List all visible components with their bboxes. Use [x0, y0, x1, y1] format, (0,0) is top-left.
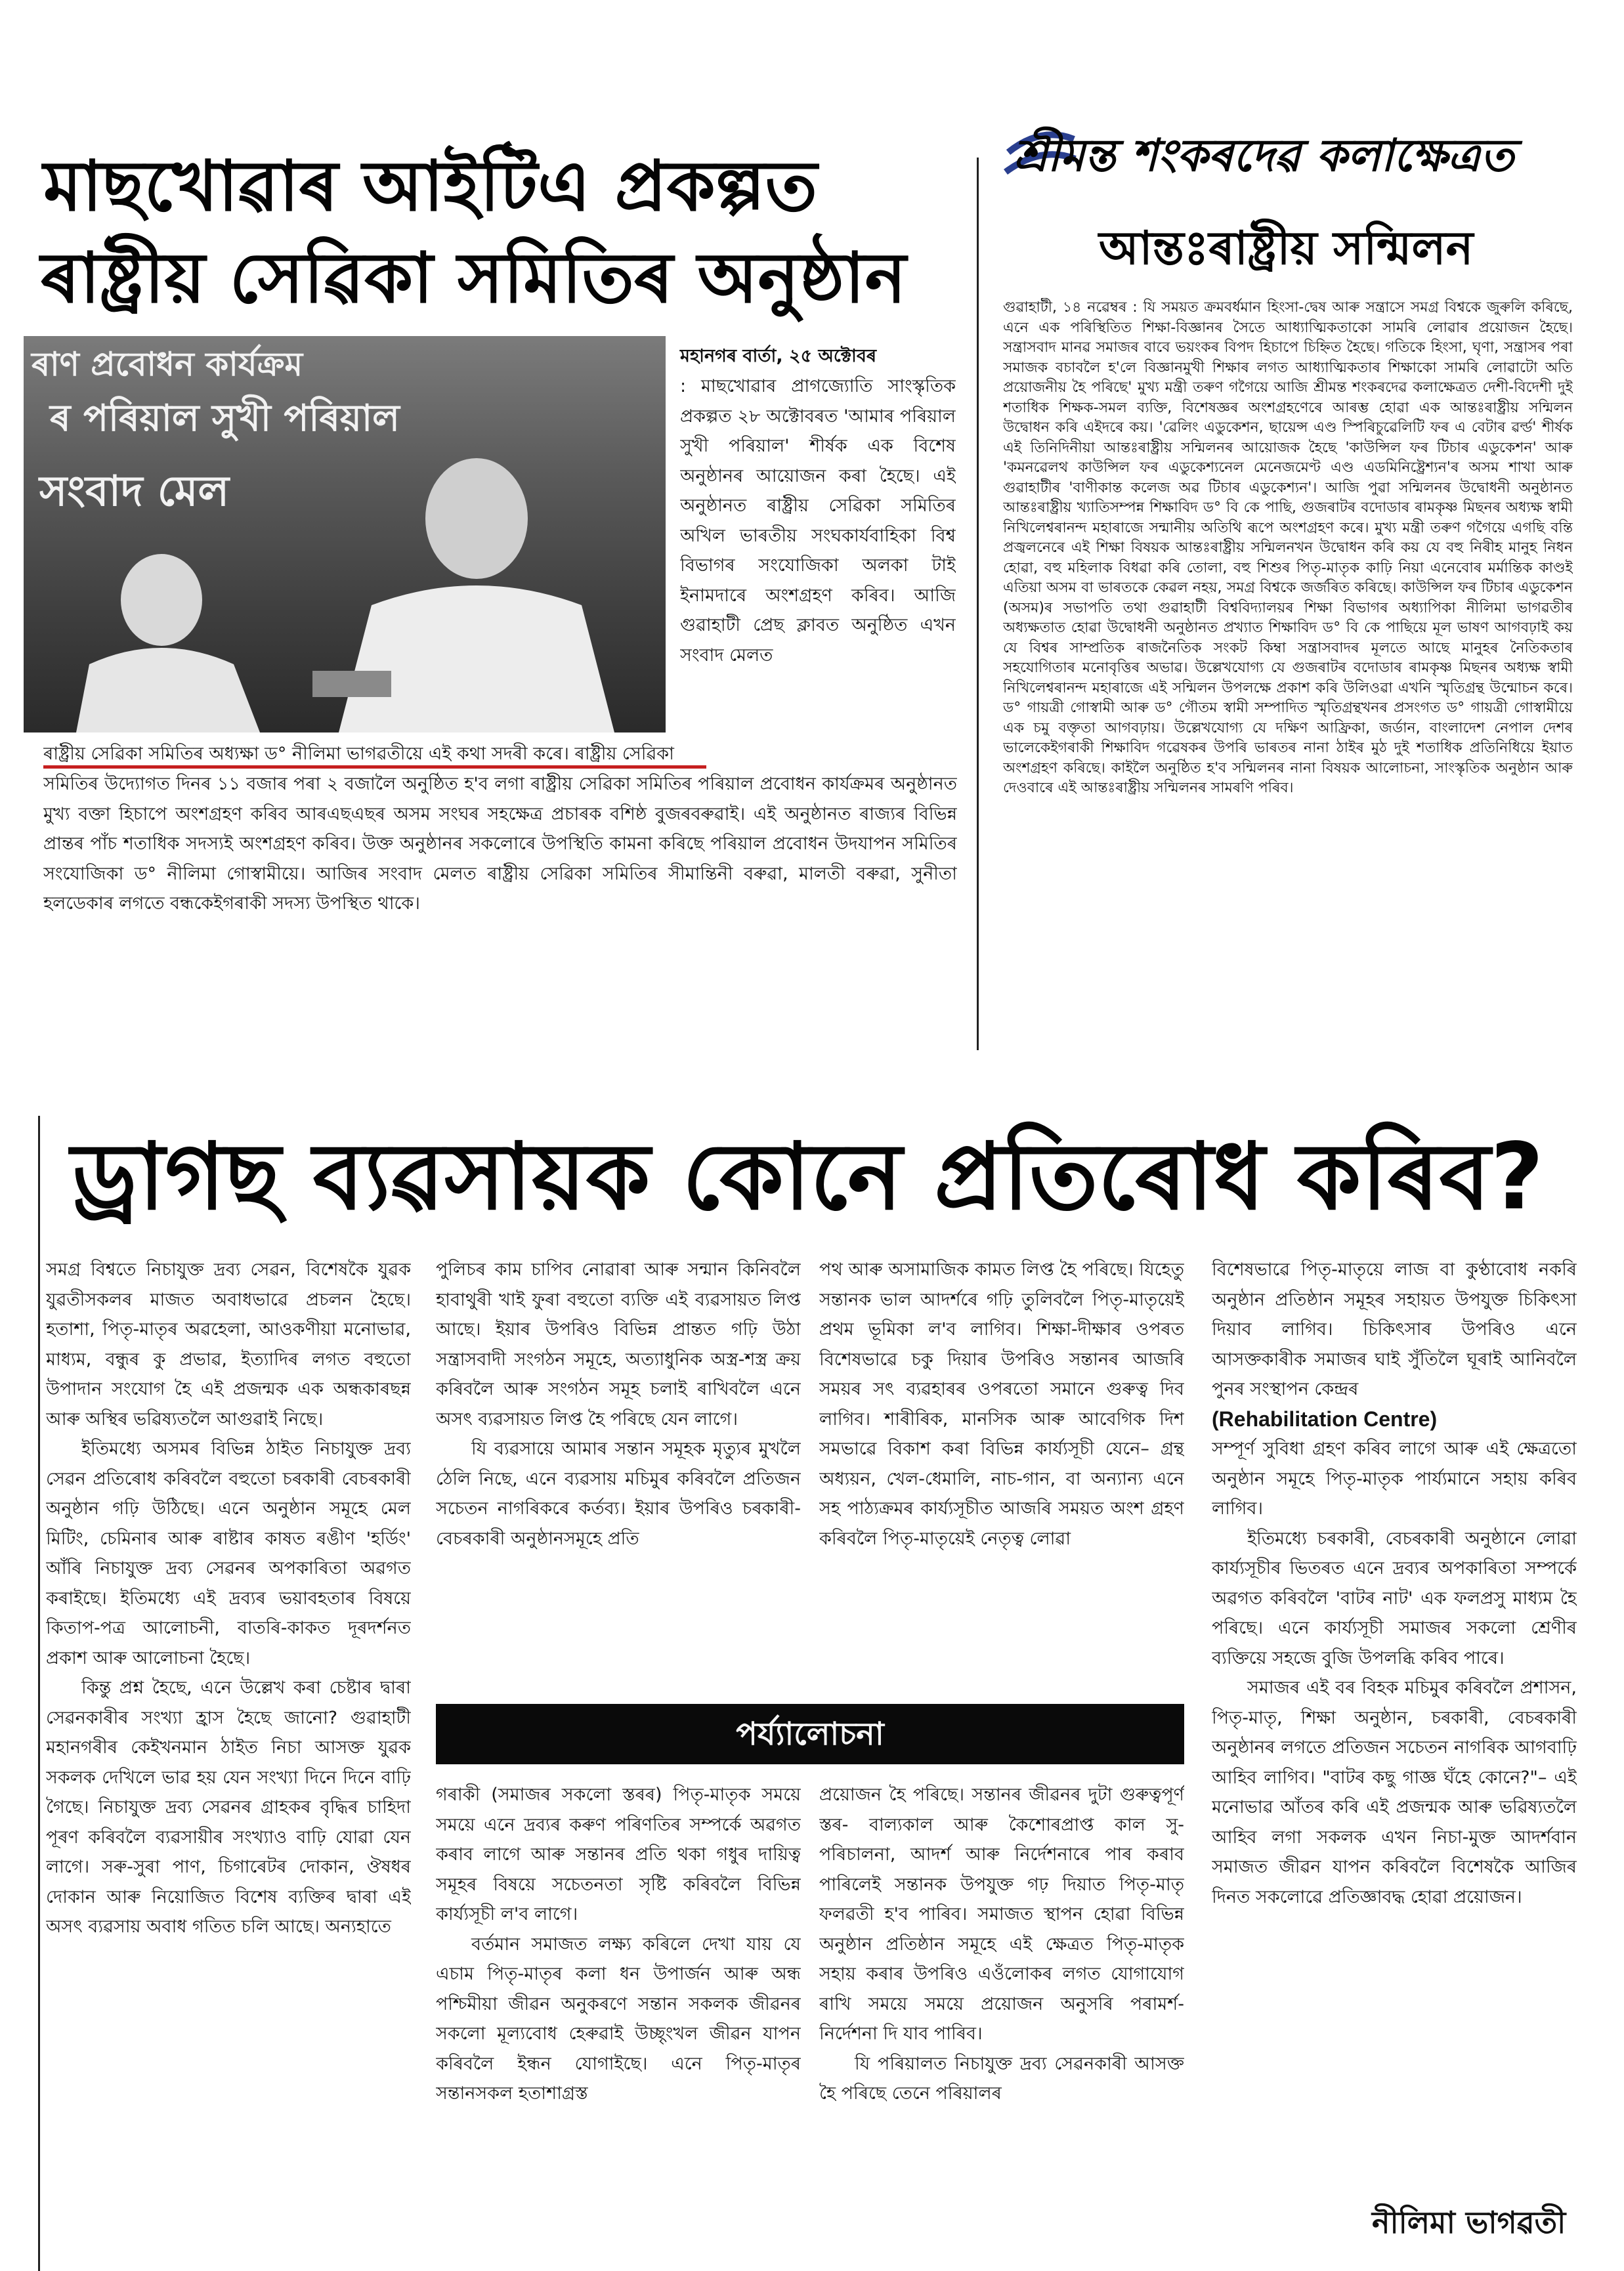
article3-column-3-top: পথ আৰু অসামাজিক কামত লিপ্ত হৈ পৰিছে। যিহেতু সন্তানক ভাল আদৰ্শৰে গঢ়ি তুলিবলৈ পিতৃ-মাতৃয়েই প্ৰথম ভূমিকা ল'ব লাগিব। শিক্ষা-দীক্ষাৰ ওপৰত বিশেষভাৱে চকু দিয়াৰ উপৰিও সন্তানৰ আজৰি সময়ৰ সৎ ব্যৱহাৰৰ ওপৰতো সমানে গুৰুত্ব দিব লাগিব। শাৰীৰিক, মানসিক আৰু আবেগিক দিশ সমভাৱে বিকাশ কৰা বিভিন্ন কাৰ্য্যসূচী যেনে– গ্ৰন্থ অধ্যয়ন, খেল-ধেমালি, নাচ-গান, বা অন্যান্য এনে সহ পাঠ্যক্ৰমৰ কাৰ্য্যসূচীত আজৰি সময়ত অংশ গ্ৰহণ কৰিবলৈ পিতৃ-মাতৃয়েই নেতৃত্ব লোৱা	[819, 1260, 1184, 1549]
photo-banner-line3: সংবাদ মেল	[39, 467, 230, 516]
article1-headline-line2: ৰাষ্ট্ৰীয় সেৱিকা সমিতিৰ অনুষ্ঠান	[41, 238, 907, 318]
article3-column-1: সমগ্ৰ বিশ্বতে নিচাযুক্ত দ্ৰব্য সেৱন, বিশেষকৈ যুৱক যুৱতীসকলৰ মাজত অবাধভাৱে প্ৰচলন হৈছে। হতাশা, পিতৃ-মাতৃৰ অৱহেলা, আওকণীয়া মনোভাৱ, মাধ্যম, বন্ধুৰ কু প্ৰভাৱ, ইত্যাদিৰ লগত বহুতো উপাদান সংযোগ হৈ এই প্ৰজন্মক এক অন্ধকাৰছন্ন আৰু অস্থিৰ ভৱিষ্যতলৈ আগুৱাই নিছে। ইতিমধ্যে অসমৰ বিভিন্ন ঠাইত নিচাযুক্ত দ্ৰব্য সেৱন প্ৰতিৰোধ কৰিবলৈ বহুতো চৰকাৰী বেচৰকাৰী অনুষ্ঠান গঢ়ি উঠিছে। এনে অনুষ্ঠান সমূহে মেল মিটিং, চেমিনাৰ আৰু ৰাষ্টাৰ কাষত ৰঙীণ 'হৰ্ডিং' আঁৰি নিচাযুক্ত দ্ৰব্য সেৱনৰ অপকাৰিতা অৱগত কৰাইছে। ইতিমধ্যে এই দ্ৰব্যৰ ভয়াবহতাৰ বিষয়ে কিতাপ-পত্ৰ আলোচনী, বাতৰি-কাকত দূৰদৰ্শনত প্ৰকাশ আৰু আলোচনা হৈছে। কিন্তু প্ৰশ্ন হৈছে, এনে উল্লেখ কৰা চেষ্টাৰ দ্বাৰা সেৱনকাৰীৰ সংখ্যা হ্ৰাস হৈছে জানো? গুৱাহাটী মহানগৰীৰ কেইখনমান ঠাইত নিচা আসক্ত যুৱক সকলক দেখিলে ভাৱ হয় যেন সংখ্যা দিনে দিনে বাঢ়ি গৈছে। নিচাযুক্ত দ্ৰব্য সেৱনৰ গ্ৰাহকৰ বৃদ্ধিৰ চাহিদা পূৰণ কৰিবলৈ ব্যৱসায়ীৰ সংখ্যাও বাঢ়ি যোৱা যেন লাগে। সৰু-সুৰা পাণ, চিগাৰেটৰ দোকান, ঔষধৰ দোকান আৰু নিয়োজিত বিশেষ ব্যক্তিৰ দ্বাৰা এই অসৎ ব্যৱসায় অবাধ গতিত চলি আছে। অন্যহাতে	[46, 1260, 411, 1937]
caption-underline	[43, 765, 706, 769]
article3-column-2-bottom: গৰাকী (সমাজৰ সকলো স্তৰৰ) পিতৃ-মাতৃক সময়ে সময়ে এনে দ্ৰব্যৰ কৰুণ পৰিণতিৰ সম্পৰ্কে অৱগত কৰাব লাগে আৰু সন্তানৰ প্ৰতি থকা গধুৰ দায়িত্ব সমূহৰ বিষয়ে সচেতনতা সৃষ্টি কৰিবলৈ বিভিন্ন কাৰ্য্যসূচী ল'ব লাগে। বৰ্তমান সমাজত লক্ষ্য কৰিলে দেখা যায় যে এচাম পিতৃ-মাতৃৰ কলা ধন উপাৰ্জন আৰু অন্ধ পশ্চিমীয়া জীৱন অনুকৰণে সন্তান সকলক জীৱনৰ সকলো মূল্যবোধ হেৰুৱাই উচ্ছৃংখল জীৱন যাপন কৰিবলৈ ইন্ধন যোগাইছে। এনে পিতৃ-মাতৃৰ সন্তানসকল হতাশাগ্ৰস্ত	[436, 1785, 801, 2104]
photo-person-right	[312, 454, 628, 732]
article1-caption: ৰাষ্ট্ৰীয় সেৱিকা সমিতিৰ অধ্যক্ষা ড° নীলিমা ভাগৱতীয়ে এই কথা সদৰী কৰে। ৰাষ্ট্ৰীয় সেৱিকা	[43, 744, 674, 764]
col4-text-a: বিশেষভাৱে পিতৃ-মাতৃয়ে লাজ বা কুণ্ঠাবোধ নকৰি অনুষ্ঠান প্ৰতিষ্ঠান সমূহৰ সহায়ত উপযুক্ত চিকিৎসা দিয়াব লাগিব। চিকিৎসাৰ উপৰিও এনে আসক্তকাৰীক সমাজৰ ঘাই সুঁতিলৈ ঘূৰাই আনিবলৈ পুনৰ সংস্থাপন কেন্দ্ৰৰ	[1212, 1260, 1577, 1399]
article1-side-text: : মাছখোৱাৰ প্ৰাগজ্যোতি সাংস্কৃতিক প্ৰকল্পত ২৮ অক্টোবৰত 'আমাৰ পৰিয়াল সুখী পৰিয়াল' শীৰ্ষক এক বিশেষ অনুষ্ঠানৰ আয়োজন কৰা হৈছে। এই অনুষ্ঠানত ৰাষ্ট্ৰীয় সেৱিকা সমিতিৰ অখিল ভাৰতীয় সংঘকাৰ্যবাহিকা বিশ্ব বিভাগৰ সংযোজিকা অলকা টাই ইনামদাৰে অংশগ্ৰহণ কৰিব। আজি গুৱাহাটী প্ৰেছ ক্লাবত অনুষ্ঠিত এখন সংবাদ মেলত	[680, 376, 956, 666]
photo-banner-line1: ৰাণ প্ৰবোধন কাৰ্যক্ৰম	[32, 345, 303, 383]
column-divider	[977, 158, 979, 1050]
article1-headline-line1: মাছখোৱাৰ আইটিএ প্ৰকল্পত	[43, 146, 818, 226]
rehabilitation-centre-term: (Rehabilitation Centre)	[1212, 1407, 1438, 1431]
author-byline: নীলিমা ভাগৱতী	[1372, 2205, 1566, 2240]
article3-headline: ড্ৰাগছ ব্যৱসায়ক কোনে প্ৰতিৰোধ কৰিব?	[71, 1124, 1544, 1231]
article3-column-3-bottom: প্ৰয়োজন হৈ পৰিছে। সন্তানৰ জীৱনৰ দুটা গুৰুত্বপূৰ্ণ স্তৰ- বাল্যকাল আৰু কৈশোৰপ্ৰাপ্ত কাল সু-পৰিচালনা, আদৰ্শ আৰু নিৰ্দেশনাৰে পাৰ কৰাব পাৰিলেই সন্তানক উপযুক্ত গঢ় দিয়াত পিতৃ-মাতৃ ফলৱতী হ'ব পাৰিব। সমাজত স্থাপন হোৱা বিভিন্ন অনুষ্ঠান প্ৰতিষ্ঠান সমূহে এই ক্ষেত্ৰত পিতৃ-মাতৃক সহায় কৰাৰ উপৰিও এওঁলোকৰ লগত যোগাযোগ ৰাখি সময়ে সময়ে প্ৰয়োজন অনুসৰি পৰামৰ্শ-নিৰ্দেশনা দি যাব পাৰিব। যি পৰিয়ালত নিচাযুক্ত দ্ৰব্য সেৱনকাৰী আসক্ত হৈ পৰিছে তেনে পৰিয়ালৰ	[819, 1785, 1184, 2104]
article-kalakshetra-clipping	[1000, 126, 1575, 1074]
article1-body: সমিতিৰ উদ্যোগত দিনৰ ১১ বজাৰ পৰা ২ বজালৈ অনুষ্ঠিত হ'ব লগা ৰাষ্ট্ৰীয় সেৱিকা সমিতিৰ পৰিয়াল প্ৰবোধন কাৰ্যক্ৰমৰ অনুষ্ঠানত মুখ্য বক্তা হিচাপে অংশগ্ৰহণ কৰিব আৰএছএছৰ অসম সংঘৰ সহক্ষেত্ৰ প্ৰচাৰক বশিষ্ঠ বুজৰবৰুৱাই। এই অনুষ্ঠানত ৰাজ্যৰ বিভিন্ন প্ৰান্তৰ পাঁচ শতাধিক সদস্যই অংশগ্ৰহণ কৰিব। উক্ত অনুষ্ঠানৰ সকলোৰে উপস্থিতি কামনা কৰিছে পৰিয়াল প্ৰবোধন উদযাপন সমিতিৰ সংযোজিকা ড° নীলিমা গোস্বামীয়ে। আজিৰ সংবাদ মেলত ৰাষ্ট্ৰীয় সেৱিকা সমিতিৰ সীমান্তিনী বৰুৱা, মালতী বৰুৱা, সুনীতা হলডেকাৰ লগতে বন্ধকেইগৰাকী সদস্য উপস্থিত থাকে।	[43, 774, 957, 914]
article3-column-2-top: পুলিচৰ কাম চাপিব নোৱাৰা আৰু সন্মান কিনিবলৈ হাবাথুৰী খাই ফুৰা বহুতো ব্যক্তি এই ব্যৱসায়ত লিপ্ত আছে। ইয়াৰ উপৰিও বিভিন্ন প্ৰান্তত গঢ়ি উঠা সন্ত্ৰাসবাদী সংগঠন সমূহে, অত্যাধুনিক অস্ত্ৰ-শস্ত্ৰ ক্ৰয় কৰিবলৈ আৰু সংগঠন সমূহ চলাই ৰাখিবলৈ এনে অসৎ ব্যৱসায়ত লিপ্ত হৈ পৰিছে যেন লাগে। যি ব্যৱসায়ে আমাৰ সন্তান সমূহক মৃত্যুৰ মুখলৈ ঠেলি নিছে, এনে ব্যৱসায় মচিমুৰ কৰিবলৈ প্ৰতিজন সচেতন নাগৰিকৰে কৰ্তব্য। ইয়াৰ উপৰিও চৰকাৰী-বেচৰকাৰী অনুষ্ঠানসমূহে প্ৰতি	[436, 1260, 801, 1549]
photo-banner-line2: ৰ পৰিয়াল সুখী পৰিয়াল	[50, 397, 400, 440]
press-photo	[24, 336, 666, 732]
article3-column-4: বিশেষভাৱে পিতৃ-মাতৃয়ে লাজ বা কুণ্ঠাবোধ নকৰি অনুষ্ঠান প্ৰতিষ্ঠান সমূহৰ সহায়ত উপযুক্ত চিকিৎসা দিয়াব লাগিব। চিকিৎসাৰ উপৰিও এনে আসক্তকাৰীক সমাজৰ ঘাই সুঁতিলৈ ঘূৰাই আনিবলৈ পুনৰ সংস্থাপন কেন্দ্ৰৰ (Rehabilitation Centre) সম্পূৰ্ণ সুবিধা গ্ৰহণ কৰিব লাগে আৰু এই ক্ষেত্ৰতো অনুষ্ঠান সমূহে পিতৃ-মাতৃক পাৰ্য্যমানে সহায় কৰিব লাগিব। ইতিমধ্যে চৰকাৰী, বেচৰকাৰী অনুষ্ঠানে লোৱা কাৰ্য্যসূচীৰ ভিতৰত এনে দ্ৰব্যৰ অপকাৰিতা সম্পৰ্কে অৱগত কৰিবলৈ 'বাটৰ নাট' এক ফলপ্ৰসু মাধ্যম হৈ পৰিছে। এনে কাৰ্য্যসূচী সমাজৰ সকলো শ্ৰেণীৰ ব্যক্তিয়ে সহজে বুজি উপলব্ধি কৰিব পাৰে। সমাজৰ এই বৰ বিহক মচিমুৰ কৰিবলৈ প্ৰশাসন, পিতৃ-মাতৃ, শিক্ষা অনুষ্ঠান, চৰকাৰী, বেচৰকাৰী অনুষ্ঠানৰ লগতে প্ৰতিজন সচেতন নাগৰিক আগবাঢ়ি আহিব লাগিব। "বাটৰ কছু গাজ্ঞ ঘঁহে কোনে?"– এই মনোভাৱ আঁতৰ কৰি এই প্ৰজন্মক আৰু ভৱিষ্যতলৈ আহিব লগা সকলক এখন নিচা-মুক্ত আদৰ্শবান সমাজত জীৱন যাপন কৰিবলৈ বিশেষকৈ আজিৰ দিনত সকলোৱে প্ৰতিজ্ঞাবদ্ধ হোৱা প্ৰয়োজন।	[1212, 1260, 1577, 1907]
article2-body: গুৱাহাটী, ১৪ নৱেম্বৰ : যি সময়ত ক্ৰমবৰ্ধমান হিংসা-দ্বেষ আৰু সন্ত্ৰাসে সমগ্ৰ বিশ্বকে জুৰুলি কৰিছে, এনে এক পৰিস্থিতিত শিক্ষা-বিজ্ঞানৰ সৈতে আধ্যাত্মিকতাকো সামৰি লোৱাৰ প্ৰয়োজন হৈছে। সন্ত্ৰাসবাদ মানৱ সমাজৰ বাবে ভয়ংকৰ বিপদ হিচাপে চিহ্নিত হৈছে। গতিকে হিংসা, ঘৃণা, সন্ত্ৰাসৰ পৰা সমাজক বচাবলৈ হ'লে বিজ্ঞানমুখী শিক্ষাৰ লগত আধ্যাত্মিকতাৰ শিক্ষাকো সামৰি লোৱাটো অতি প্ৰয়োজনীয় হৈ পৰিছে' মুখ্য মন্ত্ৰী তৰুণ গগৈয়ে আজি শ্ৰীমন্ত শংকৰদেৱ কলাক্ষেত্ৰত দেশী-বিদেশী দুই শতাধিক শিক্ষক-সমল ব্যক্তি, বিশেষজ্ঞৰ অংশগ্ৰহণেৰে আৰম্ভ হোৱা এক আন্তঃৰাষ্ট্ৰীয় সন্মিলন উদ্বোধন কৰি এইদৰে কয়। 'ৱেলিং এডুকেশন, ছায়েন্স এণ্ড স্পিৰিচুৱেলিটি ফৰ এ বেটাৰ ৱৰ্ল্ড' শীৰ্ষক এই তিনিদিনীয়া আন্তঃৰাষ্ট্ৰীয় সন্মিলনৰ আয়োজক হৈছে 'কাউন্সিল ফৰ টিচাৰ এডুকেশন' আৰু 'কমনৱেলথ কাউন্সিল ফৰ এডুকেশ্যনেল মেনেজমেণ্ট এণ্ড এডমিনিষ্ট্ৰেশ্যন'ৰ অসম শাখা আৰু গুৱাহাটীৰ 'বাণীকান্ত কলেজ অৱ টিচাৰ এডুকেশ্যন'। আজি পুৱা সন্মিলনৰ উদ্বোধনী অনুষ্ঠানত আন্তঃৰাষ্ট্ৰীয় খ্যাতিসম্পন্ন শিক্ষাবিদ ড° বি কে পাছি, গুজৰাটৰ বদোডাৰ ৰামকৃষ্ণ মিছনৰ অধ্যক্ষ স্বামী নিখিলেশ্বৰানন্দ মহাৰাজে সন্মানীয় অতিথি ৰূপে অংশগ্ৰহণ কৰে। মুখ্য মন্ত্ৰী তৰুণ গগৈয়ে এগছি বন্তি প্ৰজ্বলনেৰে এই শিক্ষা বিষয়ক আন্তঃৰাষ্ট্ৰীয় সন্মিলনখন উদ্বোধন কৰি কয় যে বহু নিৰীহ মানুহ নিধন হোৱা, বহু মহিলাক বিধৱা কৰি তোলা, বহু শিশুৰ পিতৃ-মাতৃক কাঢ়ি নিয়া এনেবোৰ মৰ্মান্তিক কাণ্ডই এতিয়া অসম বা ভাৰতকে কেৱল নহয়, সমগ্ৰ বিশ্বকে জৰ্জৰিত কৰিছে। কাউন্সিল ফৰ টিচাৰ এডুকেশন (অসম)ৰ সভাপতি তথা গুৱাহাটী বিশ্ববিদ্যালয়ৰ শিক্ষা বিভাগৰ অধ্যাপিকা নীলিমা ভাগৱতীৰ অধ্যক্ষতাত হোৱা উদ্বোধনী অনুষ্ঠানত প্ৰখ্যাত শিক্ষাবিদ ড° বি কে পাছিয়ে মূল ভাষণ আগবঢ়াই কয় যে বিশ্বৰ সাম্প্ৰতিক ৰাজনৈতিক সংকট কিম্বা সন্ত্ৰাসবাদৰ মূলতে আছে মানুহৰ নৈতিকতাৰ সহযোগিতাৰ মনোবৃত্তিৰ অভাৱ। উল্লেখযোগ্য যে গুজৰাটৰ বদোডাৰ ৰামকৃষ্ণ মিছনৰ অধ্যক্ষ স্বামী নিখিলেশ্বৰানন্দ মহাৰাজে এই সন্মিলন উপলক্ষে প্ৰকাশ কৰি উলিওৱা এখনি স্মৃতিগ্ৰন্থ উন্মোচন কৰে। ড° গায়ত্ৰী গোস্বামী আৰু ড° গৌতম স্বামী সম্পাদিত স্মৃতিগ্ৰন্থখনৰ প্ৰসংগত ড° গায়ত্ৰী গোস্বামীয়ে এক চমু বক্তৃতা আগবঢ়ায়। উল্লেখযোগ্য যে দক্ষিণ আফ্ৰিকা, জৰ্ডান, বাংলাদেশ নেপাল দেশৰ ভালেকেইগৰাকী শিক্ষাবিদ গৱেষকৰ উপৰি ভাৰতৰ নানা ঠাইৰ মুঠ দুই শতাধিক প্ৰতিনিধিয়ে ইয়াত অংশগ্ৰহণ কৰিছে। কাইলৈ অনুষ্ঠিত হ'ব সন্মিলনৰ নানা বিষয়ক আলোচনা, সাংস্কৃতিক অনুষ্ঠান আৰু দেওবাৰে এই আন্তঃৰাষ্ট্ৰীয় সন্মিলনৰ সামৰণি পৰিব।	[1003, 299, 1573, 796]
review-section-label: পৰ্য্যালোচনা	[436, 1704, 1184, 1764]
article2-headline-line2: আন্তঃৰাষ্ট্ৰীয় সন্মিলন	[1099, 221, 1474, 275]
article1-dateline: মহানগৰ বাৰ্তা, ২৫ অক্টোবৰ	[680, 346, 877, 366]
article-itea-clipping	[24, 131, 958, 1070]
photo-person-left	[63, 553, 273, 732]
article3-left-rule	[38, 1116, 40, 2271]
article2-headline-line1: শ্ৰীমন্ত শংকৰদেৱ কলাক্ষেত্ৰত	[1014, 130, 1514, 182]
